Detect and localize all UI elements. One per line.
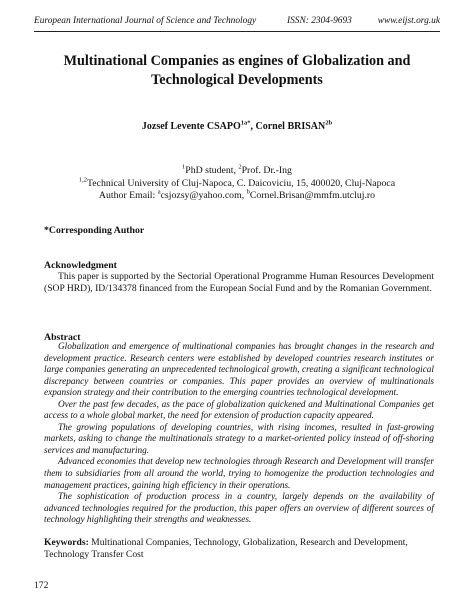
university-line (34, 178, 440, 191)
keywords (44, 537, 434, 562)
header-rule (34, 31, 440, 32)
email-b-superscript: b (246, 188, 250, 196)
abstract-paragraph: Advanced economies that develop new technologies through Research and Development will transfer them to subsidiaries from all around the world, trying to homogenize the production technologies and management practices, gaining high efficiency in their operations. (44, 457, 434, 491)
journal-issn: ISSN: 2304-9693 (287, 16, 352, 26)
affiliations (34, 165, 440, 203)
acknowledgment-body (44, 271, 434, 296)
author-1-superscript: 1a* (240, 119, 251, 127)
email-label: Author Email: (98, 190, 158, 202)
journal-website: www.eijst.org.uk (377, 16, 440, 26)
abstract-body (44, 342, 434, 527)
author-roles (34, 165, 440, 178)
role-b-superscript: 2 (238, 163, 242, 171)
keywords-label: Keywords: (44, 537, 89, 548)
university-name: Technical University of Cluj-Napoca, C. Daicoviciu, 15, 400020, Cluj-Napoca (87, 177, 396, 189)
abstract-paragraph: Over the past few decades, as the pace of globalization quickened and Multinational Companies get access to a whole global market, the need for extension of production capacity appeared. (44, 399, 434, 422)
abstract-paragraph: The sophistication of production process in a country, largely depends on the availability of advanced technologies required for the production, this paper offers an overview of different sources of technology highlighting their strengths and weaknesses. (44, 492, 434, 526)
abstract-paragraph: The growing populations of developing countries, with rising incomes, resulted in fast-growing markets, asking to change the multinationals strategy to a market-oriented policy instead of off-shoring services and manufacturing. (44, 422, 434, 456)
role-a-superscript: 1 (182, 163, 186, 171)
email-a[interactable]: csjozsy@yahoo.com, (160, 190, 247, 202)
author-separator: , (250, 121, 256, 132)
author-1: Jozsef Levente CSAPO (141, 121, 241, 132)
email-a-superscript: a (157, 188, 161, 196)
abstract-paragraph: Globalization and emergence of multinational companies has brought changes in the research and development practice. Research centers were established by developed countries research institutes or large companies generating an unprecedented technological growth, creating a significant technological discrepancy between countries or companies. This paper provides an overview of multinationals expansion strategy and their contribution to the emerging countries technological development. (44, 342, 434, 399)
acknowledgment-text: This paper is supported by the Sectorial Operational Programme Human Resources Development (SOP HRD), ID/134378 financed from the European Social Fund and by the Romanian Government. (44, 271, 434, 295)
author-2: Cornel BRISAN (255, 121, 326, 132)
acknowledgment-heading: Acknowledgment (44, 260, 117, 271)
journal-name: European International Journal of Science and Technology (34, 16, 257, 26)
email-line (34, 190, 440, 203)
role-a: PhD student, (185, 165, 239, 176)
paper-title (34, 52, 440, 90)
author-list (34, 120, 440, 133)
author-2-superscript: 2b (325, 119, 333, 127)
abstract-heading: Abstract (44, 332, 81, 343)
university-superscript: 1,2 (78, 176, 87, 184)
page-number: 172 (34, 580, 49, 591)
title-line-1: Multinational Companies as engines of Globalization and (63, 53, 411, 69)
keywords-text: Multinational Companies, Technology, Globalization, Research and Development, Technology Transfer Cost (44, 537, 408, 561)
title-line-2: Technological Developments (151, 72, 323, 88)
role-b: Prof. Dr.-Ing (241, 165, 292, 176)
corresponding-author-note: *Corresponding Author (44, 225, 145, 236)
email-b[interactable]: Cornel.Brisan@mmfm.utcluj.ro (249, 190, 376, 202)
